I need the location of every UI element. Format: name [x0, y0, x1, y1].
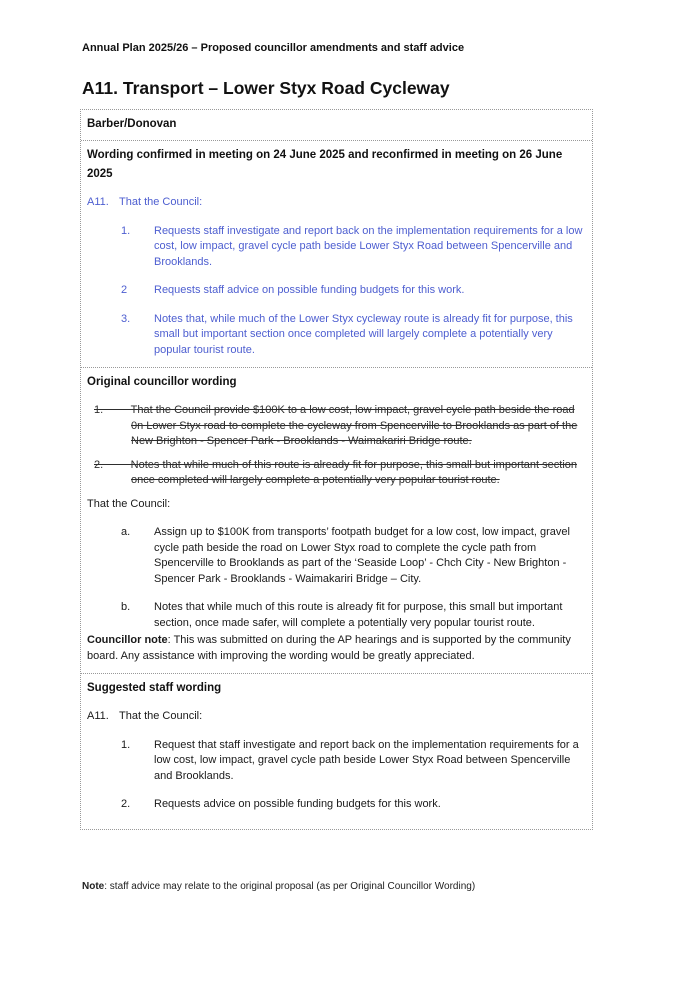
confirmed-intro-line	[87, 195, 584, 211]
original-intro-text: That the Council:	[87, 497, 171, 510]
list-item-marker: 1.	[121, 738, 131, 751]
list-item-text: Notes that, while much of the Lower Styx cycleway route is already fit for purpose, this small but important section once completed will largely complete a potentially very popular tourist route.	[154, 312, 573, 356]
councillor-note	[87, 633, 584, 664]
confirmed-wording-row	[81, 141, 592, 368]
footnote-text: : staff advice may relate to the original proposal (as per Original Councillor Wording)	[104, 880, 476, 892]
list-item	[87, 224, 584, 271]
list-item	[87, 525, 584, 587]
list-item	[87, 600, 584, 631]
list-item: 2. Notes that while much of this route is already fit for purpose, this small but important section once completed will largely complete a potentially very popular tourist route.	[94, 458, 577, 486]
list-item-marker: 2.	[121, 798, 131, 810]
struck-items-list	[87, 403, 584, 489]
clause-marker: A11.	[87, 196, 109, 208]
suggested-items-list	[87, 738, 584, 813]
original-letter-list	[87, 525, 584, 631]
list-item-marker: 2	[121, 284, 128, 296]
councillor-note-label: Councillor note	[87, 634, 168, 646]
document-header: Annual Plan 2025/26 – Proposed councillor amendments and staff advice	[82, 42, 465, 54]
amendment-table	[80, 109, 593, 830]
list-item-marker: b.	[121, 601, 131, 613]
list-item-text: Notes that while much of this route is already fit for purpose, this small but important section, once made safer, will complete a potentially very popular tourist route.	[154, 601, 563, 629]
original-wording-heading: Original councillor wording	[87, 376, 237, 388]
list-item-text: Requests staff investigate and report back on the implementation requirements for a low cost, low impact, gravel cycle path beside Lower Styx Road between Spencerville and Brooklands.	[154, 224, 583, 268]
suggested-wording-heading: Suggested staff wording	[87, 682, 222, 694]
list-item-text: Requests advice on possible funding budgets for this work.	[154, 798, 441, 810]
list-item	[87, 797, 584, 813]
confirmed-items-list	[87, 224, 584, 359]
footnote-label: Note	[82, 880, 105, 892]
confirmed-wording-heading: Wording confirmed in meeting on 24 June 2025 and reconfirmed in meeting on 26 June 2025	[87, 149, 563, 180]
clause-marker: A11.	[87, 710, 109, 722]
original-wording-row	[81, 368, 592, 674]
proposer-name: Barber/Donovan	[87, 118, 177, 130]
councillor-note-text: : This was submitted on during the AP hearings and is supported by the community board. Any assistance with improving the wording would be greatly appreciated.	[87, 634, 571, 662]
list-item-marker: 3.	[121, 312, 131, 325]
suggested-wording-row	[81, 674, 592, 829]
list-item-text: Request that staff investigate and report back on the implementation requirements for a low cost, low impact, gravel cycle path beside Lower Styx Road between Spencerville and Brooklands.	[154, 738, 579, 782]
list-item-marker: 1.	[121, 224, 131, 237]
footnote	[82, 880, 675, 893]
list-item-marker: a.	[121, 526, 131, 538]
clause-intro-text: That the Council:	[119, 196, 203, 208]
list-item: 1. That the Council provide $100K to a low cost, low impact, gravel cycle path beside the road 0n Lower Styx road to complete the cycleway from Spencerville to Brooklands as part of the New Brighton - Spencer Park - Brooklands - Waimakariri Bridge route.	[94, 404, 578, 447]
proposer-row	[81, 110, 592, 141]
suggested-intro-line	[87, 709, 584, 725]
list-item	[87, 283, 584, 299]
list-item-text: Assign up to $100K from transports’ footpath budget for a low cost, low impact, gravel cycle path beside the road on Lower Styx road to complete the cycle path from Spencerville to Brooklands as part of the ‘Seaside Loop’ - Chch City - New Brighton - Spencer Park - Brooklands - Waimakariri Bridge – City.	[154, 526, 570, 585]
list-item-text: Requests staff advice on possible funding budgets for this work.	[154, 284, 465, 296]
page-title: A11. Transport – Lower Styx Road Cycleway	[82, 78, 450, 98]
document-page	[0, 42, 675, 997]
clause-intro-text: That the Council:	[119, 710, 203, 722]
list-item	[87, 738, 584, 785]
list-item	[87, 312, 584, 359]
